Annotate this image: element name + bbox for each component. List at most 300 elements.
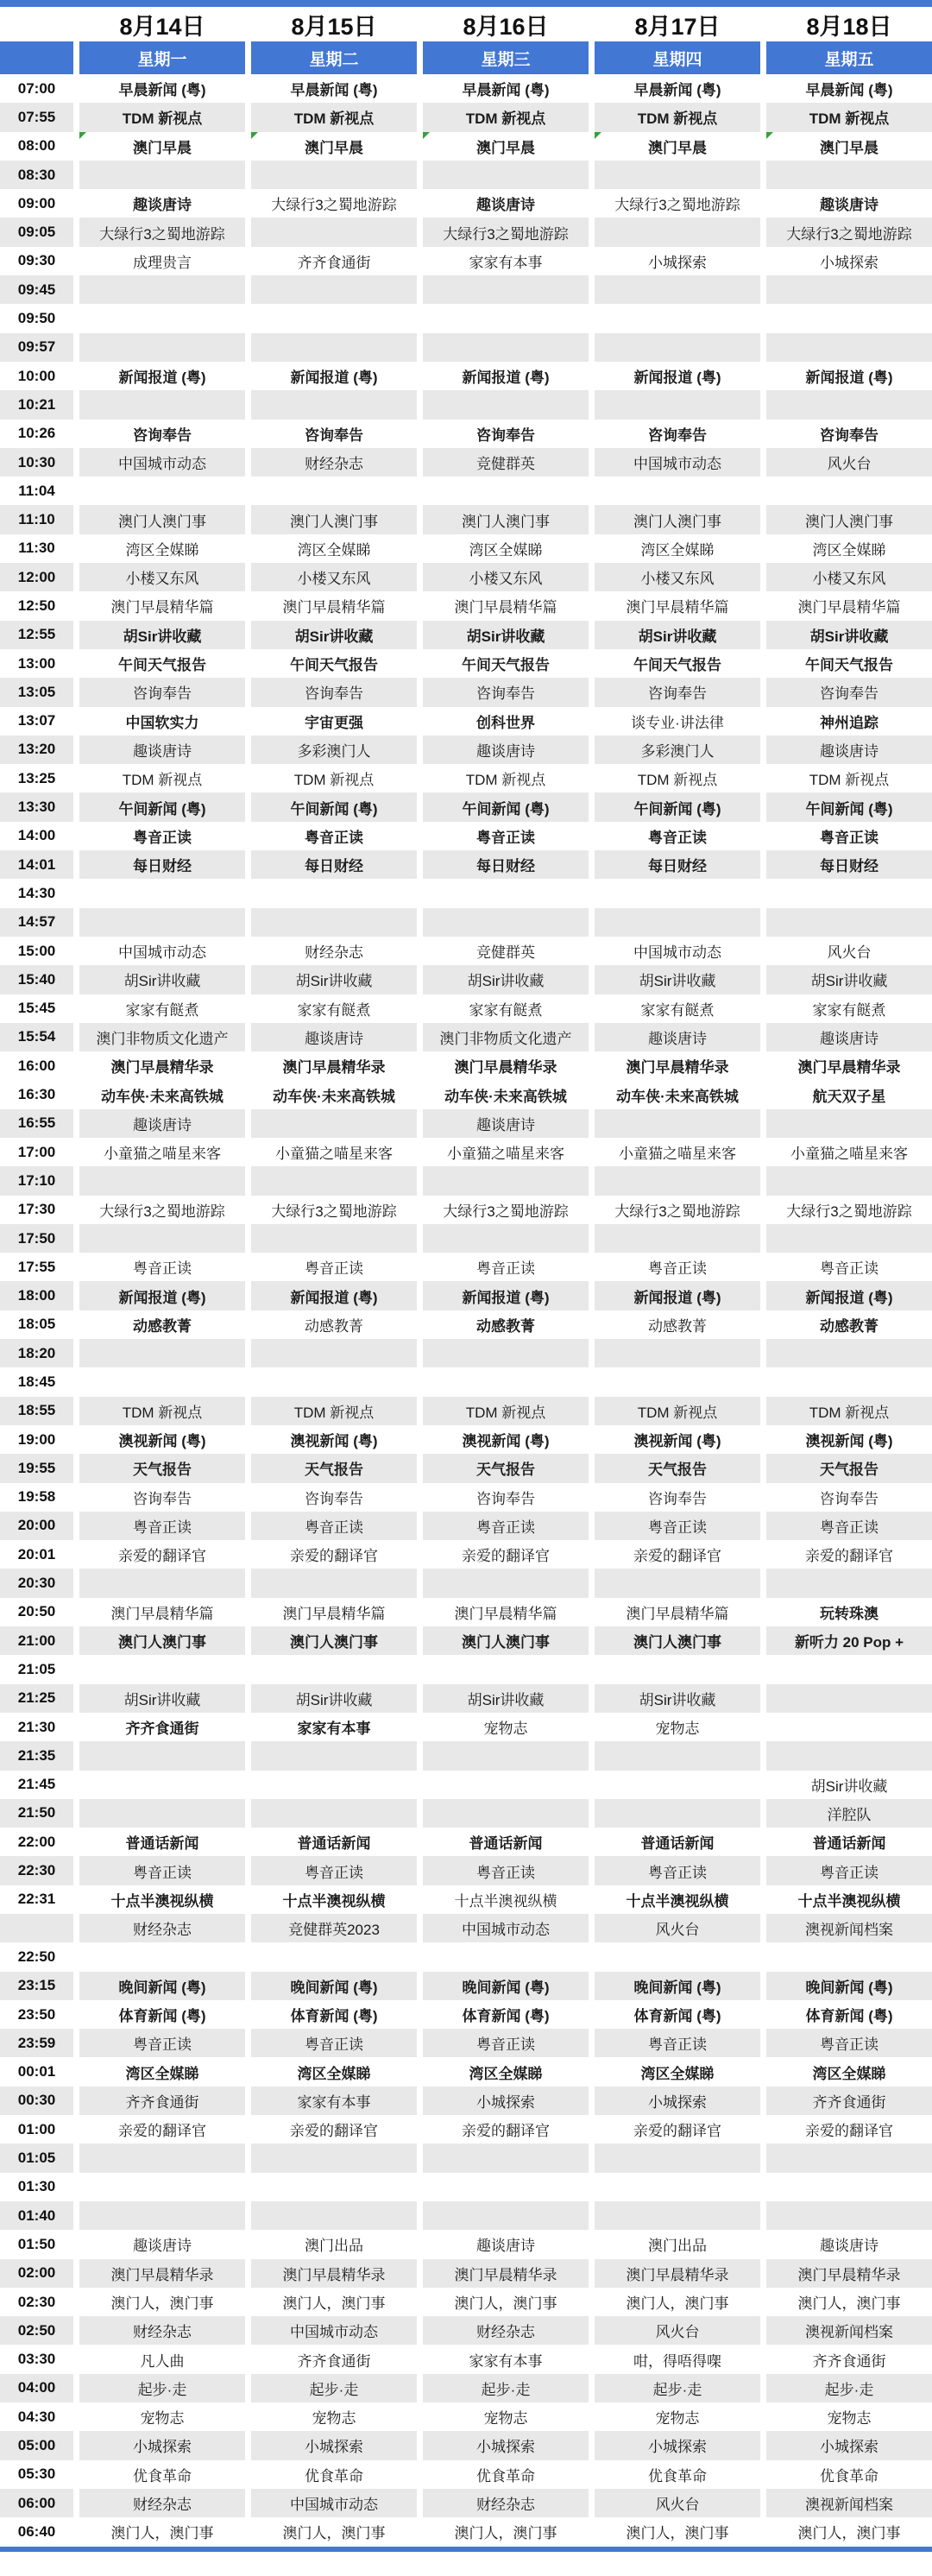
time-label: 15:54 [0, 1023, 73, 1051]
comment-marker-icon [423, 132, 430, 139]
program-title: 咨询奉告 [820, 1490, 878, 1507]
program-title: 新闻报道 (粤) [633, 1289, 721, 1306]
program-cell [423, 1856, 589, 1885]
comment-marker-icon [766, 132, 773, 139]
schedule-table [0, 7, 932, 2547]
program-cell [251, 1253, 417, 1281]
program-cell [595, 390, 760, 419]
program-cell [595, 333, 760, 362]
program-cell [766, 1138, 932, 1166]
program-cell [595, 1080, 760, 1108]
program-cell [595, 764, 760, 792]
program-cell [79, 1196, 245, 1224]
program-title: 粤音正读 [648, 829, 707, 846]
program-cell [251, 563, 417, 591]
time-label: 17:55 [17, 1258, 56, 1275]
program-title: 胡Sir讲收藏 [123, 628, 202, 645]
program-cell [79, 2057, 245, 2086]
schedule-row [0, 879, 932, 907]
date-header: 8月16日 [463, 13, 549, 40]
program-title: 咨询奉告 [476, 1490, 535, 1507]
program-title: 澳视新闻档案 [805, 1922, 893, 1939]
program-cell [423, 1799, 589, 1828]
schedule-row [0, 1741, 932, 1770]
program-title: 天气报告 [648, 1462, 707, 1479]
program-cell [79, 2087, 245, 2115]
program-cell [766, 1885, 932, 1914]
program-title: 中国城市动态 [633, 944, 721, 962]
program-cell [595, 1885, 760, 1914]
time-label: 03:30 [17, 2351, 56, 2368]
program-cell [79, 1972, 245, 2000]
program-title: 湾区全媒睇 [812, 2065, 886, 2082]
program-cell [423, 1166, 589, 1195]
program-cell [423, 879, 589, 907]
program-title: 风火台 [655, 1922, 700, 1939]
program-cell [423, 1598, 589, 1626]
program-cell [766, 1397, 932, 1425]
program-cell [423, 1741, 589, 1770]
program-title: 财经杂志 [133, 2324, 192, 2341]
program-cell [766, 764, 932, 792]
schedule-row [0, 1224, 932, 1253]
program-title: 澳门人澳门事 [633, 1634, 721, 1651]
program-cell [423, 1425, 589, 1454]
schedule-row [0, 908, 932, 937]
program-title: 优食革命 [305, 2467, 363, 2484]
program-cell [766, 1741, 932, 1770]
program-cell [423, 132, 589, 161]
program-title: 趣谈唐诗 [476, 742, 535, 760]
program-title: 亲爱的翻译官 [290, 2123, 378, 2140]
schedule-row [0, 591, 932, 620]
program-cell [595, 2517, 760, 2546]
program-cell [79, 2374, 245, 2402]
program-cell [766, 994, 932, 1023]
program-title: 新听力 20 Pop + [794, 1634, 904, 1651]
program-cell [423, 2000, 589, 2029]
program-cell [251, 2489, 417, 2517]
program-cell [79, 1281, 245, 1310]
program-cell [423, 189, 589, 218]
program-cell [251, 1684, 417, 1713]
program-cell [423, 333, 589, 362]
program-cell [251, 1741, 417, 1770]
program-cell [251, 2230, 417, 2258]
program-title: 晚间新闻 (粤) [118, 1979, 206, 1996]
program-cell [766, 2087, 932, 2115]
program-cell [251, 505, 417, 534]
program-cell [423, 621, 589, 649]
time-label: 02:00 [0, 2259, 73, 2288]
program-title: 新闻报道 (粤) [118, 1289, 206, 1306]
program-title: 动感教菁 [305, 1317, 363, 1335]
schedule-row [0, 822, 932, 850]
program-cell [766, 505, 932, 534]
program-cell [251, 1339, 417, 1367]
program-cell [766, 937, 932, 965]
program-cell [251, 1626, 417, 1655]
schedule-row [0, 304, 932, 332]
program-title: 澳门人澳门事 [290, 513, 378, 530]
program-cell [595, 2316, 760, 2345]
program-cell [595, 2288, 760, 2316]
program-cell [766, 2489, 932, 2517]
program-cell [595, 103, 760, 131]
program-cell [423, 2115, 589, 2144]
program-title: 粤音正读 [820, 1260, 878, 1278]
program-title: 亲爱的翻译官 [290, 1548, 378, 1565]
program-title: 小楼又东风 [125, 571, 199, 588]
program-title: 齐齐食通街 [297, 2352, 371, 2370]
program-cell [766, 2517, 932, 2546]
program-cell [79, 275, 245, 304]
program-cell [423, 247, 589, 275]
program-title: 粤音正读 [476, 2036, 535, 2054]
program-title: 普通话新闻 [812, 1835, 886, 1853]
program-cell [423, 937, 589, 965]
program-cell [595, 649, 760, 678]
weekday-header: 星期一 [79, 41, 245, 74]
program-cell [423, 1454, 589, 1482]
program-title: 澳门早晨精华录 [282, 2266, 386, 2283]
program-cell [766, 1425, 932, 1454]
program-cell [595, 908, 760, 937]
program-cell [595, 2000, 760, 2029]
program-title: 胡Sir讲收藏 [295, 1691, 373, 1708]
program-cell [595, 2431, 760, 2459]
program-cell [423, 2230, 589, 2258]
program-title: 澳视新闻档案 [805, 2497, 893, 2514]
program-cell [766, 822, 932, 850]
program-cell [79, 908, 245, 937]
program-cell [595, 1598, 760, 1626]
schedule-row [0, 1713, 932, 1741]
program-title: 湾区全媒睇 [812, 541, 886, 559]
program-title: 粤音正读 [133, 2036, 192, 2054]
time-label: 11:30 [18, 540, 55, 557]
program-cell [79, 2431, 245, 2459]
program-cell [251, 1942, 417, 1971]
program-title: 湾区全媒睇 [297, 2065, 371, 2082]
program-cell [595, 2057, 760, 2086]
program-title: 趣谈唐诗 [820, 1030, 878, 1047]
program-title: 十点半澳视纵横 [797, 1892, 901, 1910]
program-cell [766, 1367, 932, 1396]
program-cell [595, 1626, 760, 1655]
program-title: 竞健群英 [476, 944, 535, 962]
program-cell [766, 2144, 932, 2172]
program-cell [423, 764, 589, 792]
program-title: 澳门早晨精华篇 [282, 599, 386, 616]
program-cell [423, 2259, 589, 2288]
program-title: 澳门人澳门事 [290, 1634, 378, 1651]
time-label: 17:50 [0, 1224, 73, 1253]
program-cell [595, 563, 760, 591]
program-title: 中国城市动态 [290, 2324, 378, 2341]
program-title: 咨询奉告 [648, 1490, 707, 1507]
program-cell [595, 1512, 760, 1540]
program-cell [423, 994, 589, 1023]
program-cell [251, 333, 417, 362]
program-cell [79, 1080, 245, 1108]
program-title: 神州追踪 [820, 714, 878, 731]
program-title: 胡Sir讲收藏 [466, 628, 545, 645]
program-cell [251, 2029, 417, 2057]
program-cell [251, 2201, 417, 2230]
program-cell [79, 2517, 245, 2546]
program-title: 动感教菁 [820, 1317, 878, 1335]
program-title: 小楼又东风 [640, 571, 715, 588]
program-cell [595, 2029, 760, 2057]
program-title: 每日财经 [648, 858, 707, 875]
program-title: 新闻报道 (粤) [462, 369, 550, 387]
program-title: 湾区全媒睇 [640, 541, 715, 559]
schedule-row [0, 1598, 932, 1626]
program-title: TDM 新视点 [293, 1404, 375, 1421]
time-label: 17:30 [17, 1201, 56, 1218]
program-cell [595, 994, 760, 1023]
bottom-border [0, 2547, 932, 2552]
time-label: 17:00 [17, 1143, 56, 1160]
program-title: 财经杂志 [133, 2497, 192, 2514]
program-cell [766, 649, 932, 678]
time-label: 20:00 [0, 1512, 73, 1540]
time-label: 11:10 [0, 505, 73, 534]
program-title: 澳门早晨精华篇 [282, 1605, 386, 1622]
program-title: 澳视新闻 (粤) [290, 1433, 378, 1450]
program-cell [251, 678, 417, 706]
time-label: 01:50 [17, 2235, 56, 2252]
schedule-row [0, 2288, 932, 2316]
schedule-row [0, 2029, 932, 2057]
program-title: 多彩澳门人 [640, 742, 715, 760]
schedule-row [0, 103, 932, 131]
program-cell [766, 1483, 932, 1512]
program-cell [423, 420, 589, 448]
schedule-row [0, 448, 932, 477]
program-title: 胡Sir讲收藏 [639, 1691, 716, 1708]
time-label: 19:58 [17, 1488, 56, 1506]
program-cell [251, 2115, 417, 2144]
program-title: 澳门早晨精华篇 [626, 1605, 729, 1622]
program-cell [423, 707, 589, 736]
program-title: 宠物志 [655, 2410, 700, 2428]
program-title: 澳门出品 [305, 2238, 363, 2255]
program-cell [766, 74, 932, 103]
program-title: 早晨新闻 (粤) [462, 82, 550, 99]
program-title: TDM 新视点 [637, 772, 718, 789]
program-cell [251, 1196, 417, 1224]
time-label: 13:30 [0, 792, 73, 821]
program-cell [766, 1224, 932, 1253]
program-cell [766, 2316, 932, 2345]
program-title: 普通话新闻 [640, 1835, 715, 1853]
schedule-row [0, 1425, 932, 1454]
program-title: 小城探索 [648, 254, 707, 271]
schedule-row [0, 792, 932, 821]
program-title: 咨询奉告 [648, 426, 707, 444]
program-cell [595, 621, 760, 649]
program-title: 十点半澳视纵横 [110, 1892, 214, 1910]
program-cell [423, 74, 589, 103]
program-title: 中国城市动态 [290, 2497, 378, 2514]
program-cell [79, 1540, 245, 1569]
program-cell [251, 2374, 417, 2402]
program-cell [766, 1454, 932, 1482]
program-title: 谈专业·讲法律 [631, 714, 724, 731]
program-title: 小童猫之喵星来客 [790, 1146, 908, 1163]
program-cell [79, 74, 245, 103]
time-label: 16:00 [17, 1057, 56, 1074]
program-cell [766, 2431, 932, 2459]
program-title: 新闻报道 (粤) [290, 1289, 378, 1306]
program-cell [595, 1569, 760, 1597]
program-title: 咨询奉告 [820, 426, 878, 444]
schedule-row [0, 2374, 932, 2402]
program-cell [251, 822, 417, 850]
program-cell [766, 275, 932, 304]
program-cell [595, 822, 760, 850]
program-cell [595, 2115, 760, 2144]
program-title: 澳门人，澳门事 [110, 2525, 214, 2542]
program-title: 湾区全媒睇 [125, 2065, 199, 2082]
program-title: 亲爱的翻译官 [633, 2123, 721, 2140]
program-title: 澳门非物质文化遗产 [439, 1030, 572, 1047]
schedule-row [0, 1196, 932, 1224]
time-label: 18:00 [0, 1281, 73, 1310]
program-cell [766, 1771, 932, 1799]
program-cell [251, 1540, 417, 1569]
program-cell [251, 1828, 417, 1856]
schedule-row [0, 2489, 932, 2517]
schedule-row [0, 1512, 932, 1540]
program-cell [766, 707, 932, 736]
program-cell [423, 1281, 589, 1310]
time-label: 08:00 [17, 137, 56, 155]
schedule-row [0, 1626, 932, 1655]
program-cell [251, 477, 417, 505]
program-cell [595, 218, 760, 246]
time-label: 18:20 [0, 1339, 73, 1367]
program-title: 咨询奉告 [476, 685, 535, 703]
time-label: 12:00 [0, 563, 73, 591]
program-title: 大绿行3之蜀地游踪 [614, 197, 740, 214]
date-header: 8月18日 [806, 13, 892, 40]
program-title: 咨询奉告 [648, 685, 707, 703]
program-cell [79, 1483, 245, 1512]
schedule-row [0, 477, 932, 505]
schedule-row [0, 965, 932, 994]
time-label: 13:07 [17, 712, 56, 729]
program-title: TDM 新视点 [809, 772, 890, 789]
program-cell [423, 2489, 589, 2517]
program-cell [595, 678, 760, 706]
program-cell [251, 74, 417, 103]
program-cell [79, 1339, 245, 1367]
program-cell [766, 103, 932, 131]
schedule-row [0, 764, 932, 792]
program-cell [251, 2402, 417, 2431]
program-cell [423, 275, 589, 304]
program-cell [766, 1339, 932, 1367]
schedule-row [0, 621, 932, 649]
schedule-body [0, 74, 932, 2547]
program-title: 趣谈唐诗 [820, 197, 878, 214]
program-cell [423, 591, 589, 620]
program-cell [595, 1972, 760, 2000]
program-cell [595, 965, 760, 994]
program-cell [766, 534, 932, 563]
program-cell [251, 1310, 417, 1339]
program-title: 小城探索 [476, 2439, 535, 2456]
program-cell [423, 1914, 589, 1942]
program-cell [251, 1224, 417, 1253]
program-cell [423, 1942, 589, 1971]
program-cell [766, 2173, 932, 2201]
program-cell [595, 74, 760, 103]
program-cell [595, 2259, 760, 2288]
program-cell [595, 189, 760, 218]
program-cell [251, 132, 417, 161]
program-title: 风火台 [655, 2324, 700, 2341]
program-cell [251, 1885, 417, 1914]
program-cell [766, 1196, 932, 1224]
weekday-header: 星期三 [423, 41, 589, 74]
program-title: 优食革命 [648, 2467, 707, 2484]
program-cell [79, 2316, 245, 2345]
program-title: 家家有本事 [469, 254, 543, 271]
program-title: 粤音正读 [476, 1260, 535, 1278]
program-title: 澳门早晨精华录 [454, 1059, 557, 1076]
program-cell [251, 1051, 417, 1080]
time-label: 22:00 [17, 1833, 56, 1850]
time-label: 10:26 [17, 425, 56, 442]
program-title: 大绿行3之蜀地游踪 [443, 1203, 569, 1220]
program-cell [595, 247, 760, 275]
schedule-row [0, 275, 932, 304]
program-title: 趣谈唐诗 [476, 2238, 535, 2255]
program-cell [79, 2173, 245, 2201]
program-title: 中国软实力 [125, 714, 199, 731]
time-label: 22:31 [17, 1891, 56, 1908]
program-cell [595, 2489, 760, 2517]
program-cell [766, 304, 932, 332]
program-cell [79, 132, 245, 161]
program-cell [251, 2431, 417, 2459]
program-cell [79, 994, 245, 1023]
program-cell [595, 2345, 760, 2373]
program-title: 澳门人，澳门事 [110, 2295, 214, 2312]
schedule-row [0, 2057, 932, 2086]
schedule-row [0, 2000, 932, 2029]
program-cell [423, 2057, 589, 2086]
program-title: 普通话新闻 [469, 1835, 543, 1853]
program-cell [595, 1253, 760, 1281]
schedule-row [0, 707, 932, 736]
program-title: 澳门人，澳门事 [282, 2295, 386, 2312]
program-cell [79, 649, 245, 678]
program-cell [251, 1080, 417, 1108]
program-cell [79, 2115, 245, 2144]
program-cell [766, 1166, 932, 1195]
program-title: 午间天气报告 [118, 657, 206, 674]
program-cell [423, 304, 589, 332]
program-title: 大绿行3之蜀地游踪 [99, 225, 225, 243]
program-title: 胡Sir讲收藏 [809, 628, 889, 645]
program-title: 湾区全媒睇 [469, 541, 543, 559]
schedule-row [0, 420, 932, 448]
